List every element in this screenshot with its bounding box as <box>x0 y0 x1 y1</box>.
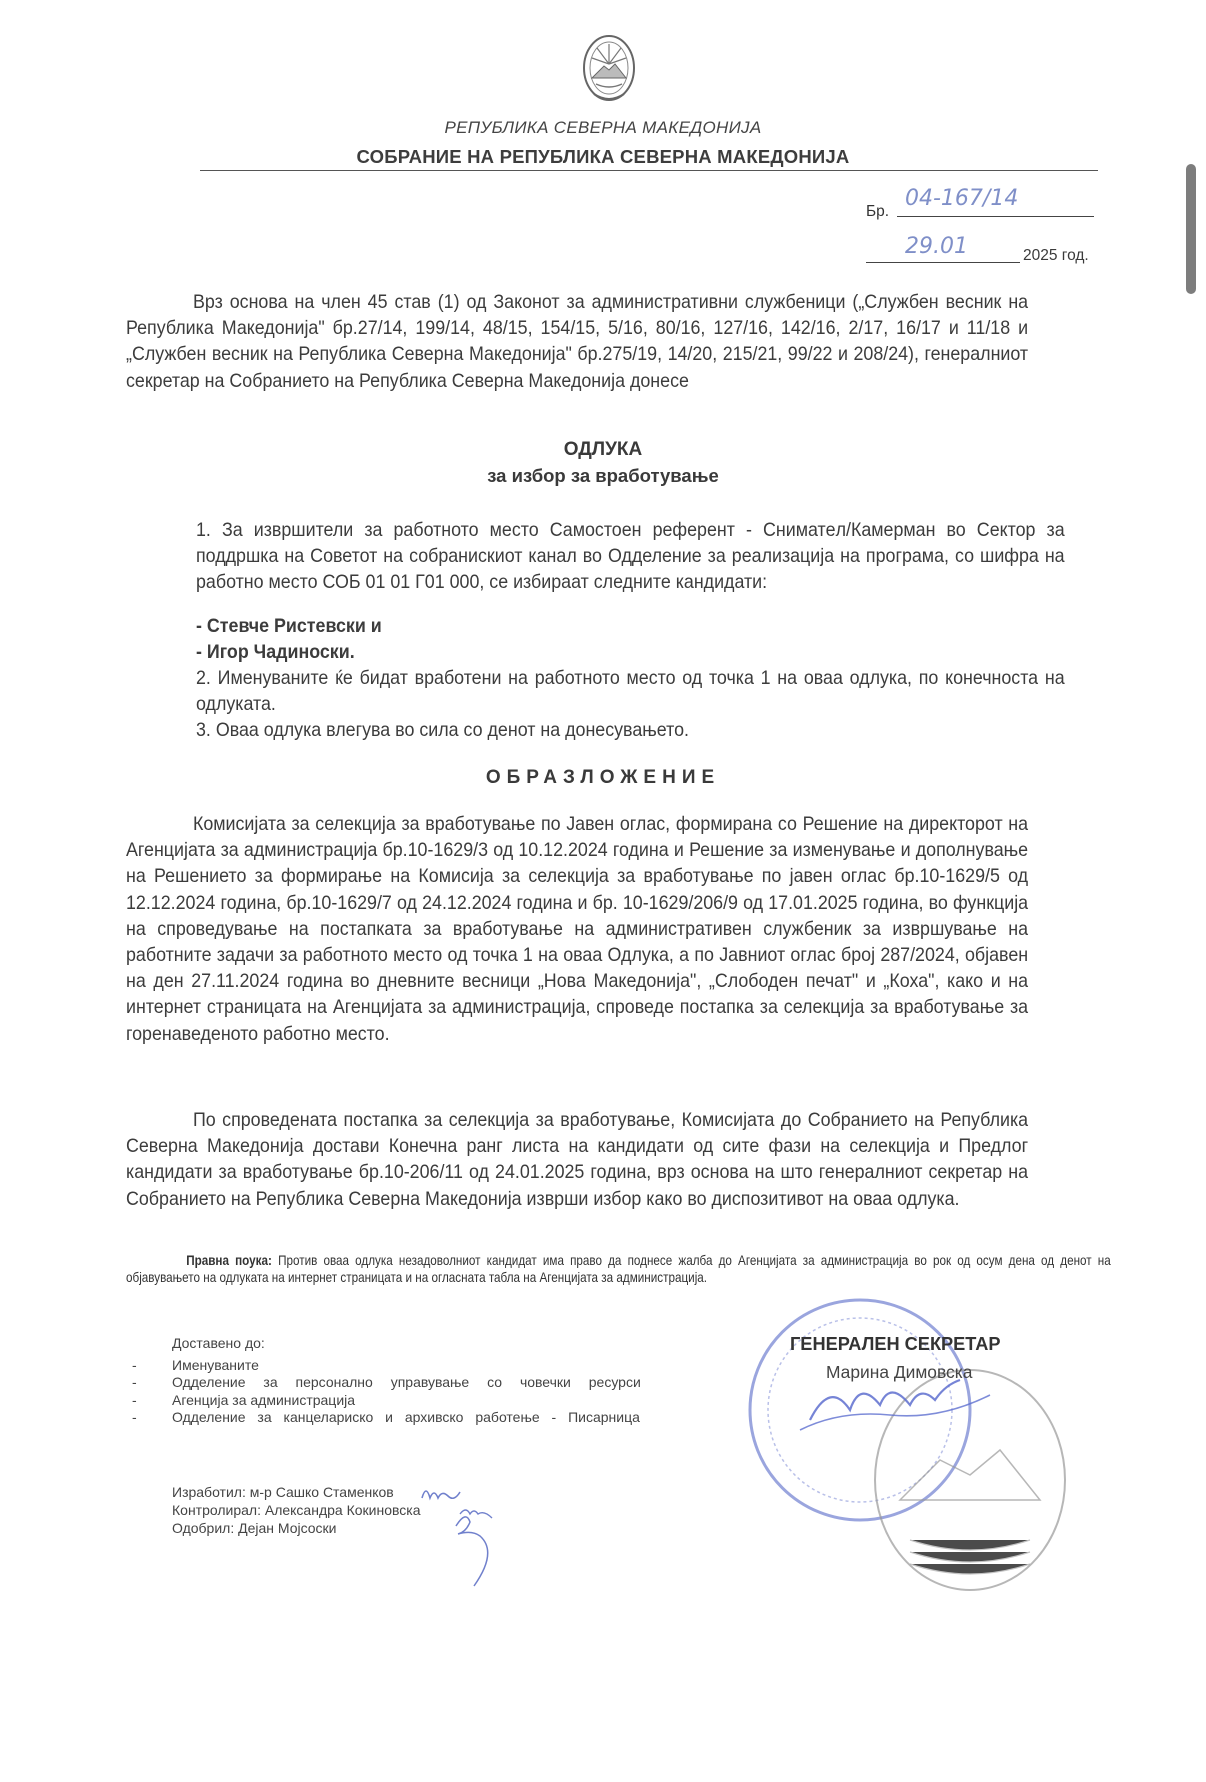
signatory-name: Марина Димовска <box>826 1362 973 1382</box>
delivered-item: - Агенција за администрација <box>132 1391 356 1408</box>
reference-number-label: Бр. <box>866 203 890 220</box>
legal-notice-text: Против оваа одлука незадоволниот кандидат има право да поднесе жалба до Агенцијата за администрација во рок од осум дена од денот на објавувањето на одлуката на интернет страницата и на огласната табла на Агенцијата за администрација. <box>126 1253 1111 1285</box>
delivered-item: - Одделение за персонално управување со човечки ресурси <box>132 1374 641 1390</box>
reasoning-paragraph-2: По спроведената постапка за селекција за вработување, Комисијата до Собранието на Република Северна Македонија достави Конечна ранг листа на кандидати од сите фази на селекција и Предлог кандидати за вработување бр.10-206/11 од 24.01.2025 година, врз основа на што генералниот секретар на Собранието на Република Северна Македонија изврши избор како во диспозитивот на оваа одлука. <box>126 1110 1029 1210</box>
header-divider <box>200 170 1098 171</box>
reference-date-line <box>866 262 1020 263</box>
delivered-item: - Именуваните <box>132 1356 259 1373</box>
reference-year: 2025 год. <box>1023 247 1089 264</box>
decision-subtitle: за избор за вработување <box>487 465 719 486</box>
preamble-paragraph: Врз основа на член 45 став (1) од Законот за административни службеници („Службен весник на Република Македонија" бр.27/14, 199/14, 48/15, 154/15, 5/16, 80/16, 127/16, 142/16, 2/17, 16/17 и 11/18 и „Службен весник на Република Северна Македонија" бр.275/19, 14/20, 215/21, 99/22 и 208/24), генералниот секретар на Собранието на Република Северна Македонија донесе <box>126 292 1029 392</box>
legal-notice <box>126 1252 1111 1286</box>
decision-title: ОДЛУКА <box>563 439 643 460</box>
decision-item-3: 3. Оваа одлука влегува во сила со денот на донесувањето. <box>196 720 689 741</box>
coat-of-arms-icon <box>580 34 638 108</box>
decision-item-1: 1. За извршители за работното место Самостоен референт - Сниматeл/Камерман во Сектор за поддршка на Советот на собранискиот канал во Одделение за реализација на програма, со шифра на работно место СОБ 01 01 Г01 000, се избираат следните кандидати: <box>196 520 1065 594</box>
initials-signatures-icon <box>410 1480 560 1600</box>
prepared-by: Изработил: м-р Сашко Стаменков <box>172 1484 394 1500</box>
reference-number-line <box>897 216 1094 217</box>
delivered-to-list <box>132 1335 652 1427</box>
reasoning-paragraph-1: Комисијата за селекција за вработување по Јавен оглас, формирана со Решение на директорот на Агенцијата за администрација бр.10-1629/3 од 10.12.2024 година и Решение за изменување и дополнување на Решението за формирање на Комисија за селекција за вработување по јавен оглас бр.10-1629/5 од 12.12.2024 година, бр.10-1629/7 од 24.12.2024 година и бр. 10-1629/206/9 од 17.01.2025 година, во функција на спроведување на постапката за вработување на административен службеник за извршување на работните задачи за работното место од точка 1 на оваа Одлука, а по Јавниот оглас број 287/2024, објавен на ден 27.11.2024 година во дневните весници „Нова Македонија", „Слободен печат" и „Коха", како и на интернет страницата на Агенцијата за администрација, спроведе постапка за селекција за вработување за горенаведеното работно место. <box>126 814 1029 1045</box>
delivered-item: - Одделение за канцелариско и архивско работење - Писарница <box>132 1409 640 1425</box>
reference-date: 29.01 <box>905 234 968 259</box>
approved-by: Одобрил: Дејан Мојсоски <box>172 1520 337 1536</box>
decision-item-2: 2. Именуваните ќе бидат вработени на работното место од точка 1 на оваа одлука, по конечноста на одлуката. <box>196 668 1065 716</box>
republic-heading: РЕПУБЛИКА СЕВЕРНА МАКЕДОНИЈА <box>444 118 762 137</box>
controlled-by: Контролирал: Александра Кокиновска <box>172 1502 421 1518</box>
candidate-2: - Игор Чадиноски. <box>196 642 355 663</box>
delivered-heading: Доставено до: <box>172 1335 265 1351</box>
reference-number: 04-167/14 <box>905 186 1019 211</box>
vertical-scrollbar[interactable] <box>1186 164 1196 294</box>
signature-title: ГЕНЕРАЛЕН СЕКРЕТАР <box>790 1334 1001 1354</box>
legal-notice-label: Правна поука: <box>186 1253 272 1268</box>
assembly-heading: СОБРАНИЕ НА РЕПУБЛИКА СЕВЕРНА МАКЕДОНИЈА <box>356 146 850 167</box>
candidate-1: - Стевче Ристевски и <box>196 616 382 637</box>
reasoning-title: ОБРАЗЛОЖЕНИЕ <box>485 767 721 788</box>
